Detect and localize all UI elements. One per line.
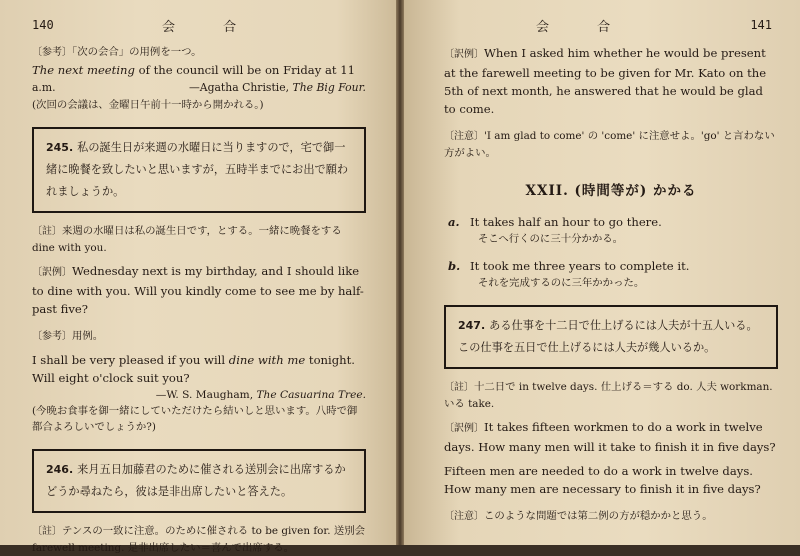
quote-text: of the council will be on Friday at 11: [134, 63, 355, 77]
note-tag: 〔註〕: [444, 382, 474, 393]
translation-example-245: [32, 262, 366, 318]
left-page: [0, 0, 396, 554]
translation-tag: 〔訳例〕: [32, 267, 72, 278]
quote-source-author: —Agatha Christie,: [188, 81, 293, 94]
translation-tag: 〔訳例〕: [444, 423, 484, 434]
example-english: It takes half an hour to go there.: [470, 215, 662, 229]
maugham-quote: [32, 351, 366, 387]
maugham-source: [32, 387, 366, 403]
caution-247: [444, 508, 778, 525]
exercise-text: ある仕事を十二日で仕上げるには人夫が十五人いる。この仕事を五日で仕上げるには人夫が幾人いるか。: [458, 319, 758, 354]
note-245: [32, 223, 366, 256]
right-page: [404, 0, 800, 545]
reference-tag: 〔参考〕: [32, 331, 72, 342]
quote-line2: a.m.: [32, 81, 56, 94]
exercise-number: 247.: [458, 319, 486, 332]
quote-translation: (次回の会議は、金曜日午前十一時から開かれる。): [32, 99, 264, 111]
translation-example-247: [444, 418, 778, 456]
caution-246: [444, 128, 778, 161]
reference-intro-text: 「次の会合」の用例を一つ。: [72, 46, 202, 58]
translation-text: When I asked him whether he would be present at the farewell meeting to be given for Mr. Kato on the 5th of next month, he answered that he would be glad to come.: [444, 46, 767, 116]
note-tag: 〔註〕: [32, 526, 62, 537]
reference-intro-text: 用例。: [72, 330, 104, 342]
quote-source-title: The Big Four.: [292, 81, 366, 94]
quote-italic: The next meeting: [32, 63, 135, 77]
translation-tag: 〔訳例〕: [444, 49, 484, 60]
note-text: 来週の水曜日は私の誕生日です，とする。一緒に晩餐をする dine with you.: [32, 225, 342, 254]
exercise-text: 私の誕生日が来週の水曜日に当りますので，宅で御一緒に晩餐を致したいと思いますが，五時半までにお出で願われましょうか。: [46, 141, 349, 198]
note-247: [444, 379, 778, 412]
exercise-text: 来月五日加藤君のために催される送別会に出席するかどうか尋ねたら，彼は是非出席したいと答えた。: [46, 463, 346, 498]
translation-text: Wednesday next is my birthday, and I should like to dine with you. Will you kindly come to see me by half-past five?: [32, 264, 364, 316]
example-label: a.: [448, 215, 460, 229]
translation-alternative: Fifteen men are needed to do a work in twelve days. How many men are necessary to finish it in five days?: [444, 464, 761, 496]
reference-2: [32, 328, 366, 345]
note-246: [32, 523, 366, 556]
christie-quote: [32, 61, 366, 79]
page-number: 140: [32, 18, 54, 32]
example-a: [444, 213, 778, 247]
caution-tag: 〔注意〕: [444, 131, 484, 142]
example-japanese: それを完成するのに三年かかった。: [478, 277, 645, 289]
exercise-247-box: [444, 305, 778, 369]
exercise-number: 246.: [46, 463, 74, 476]
maugham-text-a: I shall be very pleased if you will: [32, 353, 229, 367]
left-running-head: [32, 16, 366, 38]
quote-source: [189, 79, 366, 97]
caution-tag: 〔注意〕: [444, 511, 484, 522]
translation-text: It takes fifteen workmen to do a work in twelve days. How many men will it take to finish it in five days?: [444, 420, 776, 454]
reference-tag: 〔参考〕: [32, 47, 72, 58]
running-title: 会 合: [162, 20, 259, 35]
maugham-translation: (今晩お食事を御一緒にしていただけたら結いしと思います。八時で御都合よろしいでしょうか?): [32, 405, 358, 433]
example-label: b.: [448, 259, 461, 273]
exercise-245-box: [32, 127, 366, 213]
example-english: It took me three years to complete it.: [470, 259, 690, 273]
exercise-246-box: [32, 449, 366, 513]
maugham-italic: dine with me: [228, 353, 306, 367]
note-text: 十二日で in twelve days. 仕上げる＝する do. 人夫 workman. いる take.: [444, 381, 773, 410]
right-running-head: [444, 16, 778, 38]
example-b: [444, 257, 778, 291]
book-gutter: [396, 0, 404, 545]
exercise-number: 245.: [46, 141, 74, 154]
caution-text: このような問題では第二例の方が穏かかと思う。: [484, 510, 713, 522]
maugham-source-author: —W. S. Maugham,: [155, 389, 257, 401]
maugham-text-b: tonight. Will eight o'clock suit you?: [32, 353, 355, 385]
running-title: 会 合: [536, 20, 633, 35]
christie-quote-line2: [32, 79, 366, 97]
translation-example-246: [444, 44, 778, 118]
caution-text: 'I am glad to come' の 'come' に注意せよ。'go' と言わない方がよい。: [444, 130, 775, 159]
section-heading: XXII. (時間等が) かかる: [525, 183, 697, 199]
page-number: 141: [750, 18, 772, 32]
note-tag: 〔註〕: [32, 226, 62, 237]
maugham-source-title: The Casuarina Tree.: [256, 389, 366, 401]
example-japanese: そこへ行くのに三十分かかる。: [478, 233, 624, 245]
reference-intro: [32, 44, 366, 61]
note-text: テンスの一致に注意。のために催される to be given for. 送別会 farewell meeting. 是非出席したい＝喜んで出席する。: [32, 525, 366, 554]
